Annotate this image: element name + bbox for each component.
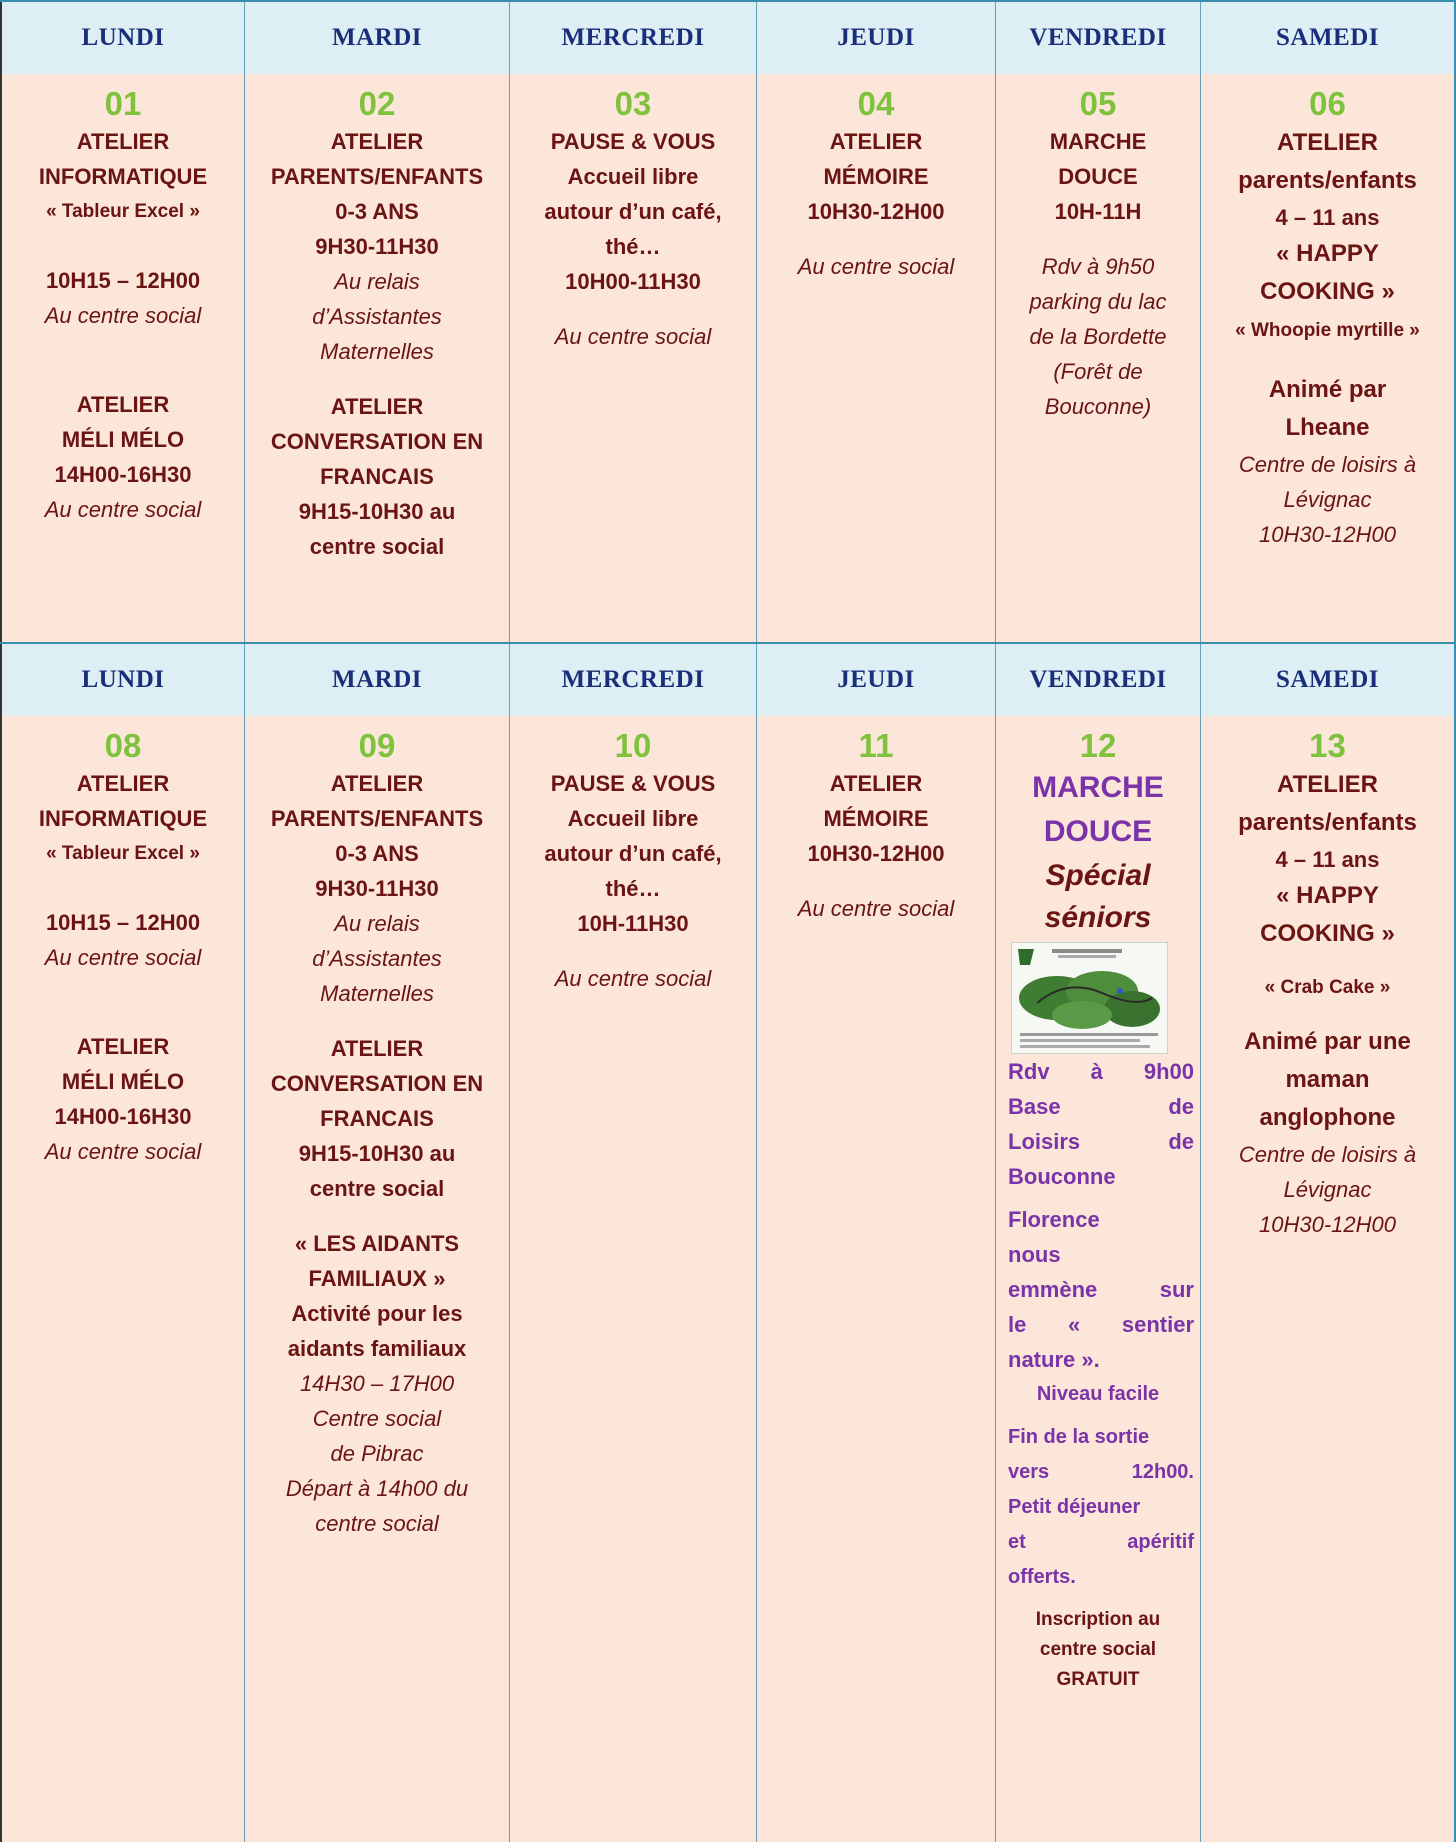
header-mercredi: MERCREDI — [509, 2, 756, 74]
event-location: (Forêt de — [1053, 359, 1143, 384]
weekday-header-row — [0, 642, 1456, 716]
event-title: CONVERSATION EN — [270, 1071, 484, 1096]
event-title: PARENTS/ENFANTS — [270, 806, 484, 831]
event-location: Départ à 14h00 du — [285, 1476, 469, 1501]
day-cell — [1200, 74, 1456, 642]
event-location: Au centre social — [44, 945, 202, 970]
event-time: 10H-11H30 — [577, 911, 689, 936]
event-subtitle: 0-3 ANS — [335, 199, 419, 224]
day-number: 10 — [614, 727, 652, 764]
event-subtitle: « Crab Cake » — [1264, 977, 1391, 998]
event-description: vers 12h00. — [1008, 1461, 1194, 1483]
event-level: Niveau facile — [1036, 1383, 1160, 1405]
event-host: anglophone — [1259, 1104, 1396, 1131]
meeting-point: Loisirs de — [1008, 1129, 1194, 1154]
day-number: 08 — [104, 727, 142, 764]
event-location: Centre de loisirs à — [1238, 452, 1417, 477]
header-jeudi: JEUDI — [756, 644, 995, 716]
event-time: 14H30 – 17H00 — [299, 1371, 455, 1396]
event-location: Au centre social — [554, 966, 712, 991]
event-title: « HAPPY — [1276, 882, 1379, 909]
registration-note: Inscription au — [1035, 1609, 1161, 1630]
event-location: Centre de loisirs à — [1238, 1142, 1417, 1167]
header-samedi: SAMEDI — [1200, 2, 1456, 74]
event-title: MARCHE — [1049, 129, 1147, 154]
event-location: Au centre social — [797, 896, 955, 921]
registration-note: centre social — [1039, 1639, 1157, 1660]
event-subtitle: 0-3 ANS — [335, 841, 419, 866]
day-number: 11 — [858, 727, 894, 764]
event-title: « LES AIDANTS — [294, 1231, 460, 1256]
event-subtitle: « Whoopie myrtille » — [1235, 320, 1420, 341]
day-cell — [509, 716, 756, 1842]
day-cell — [509, 74, 756, 642]
event-description: nous — [1008, 1242, 1061, 1267]
event-location: Centre social — [312, 1406, 442, 1431]
event-subtitle: Activité pour les — [291, 1301, 463, 1326]
week-row — [0, 74, 1456, 642]
header-jeudi: JEUDI — [756, 2, 995, 74]
event-time: 10H30-12H00 — [807, 841, 945, 866]
event-title: PAUSE & VOUS — [550, 129, 716, 154]
event-title: ATELIER — [330, 394, 424, 419]
event-location: Au centre social — [797, 254, 955, 279]
day-cell — [995, 74, 1200, 642]
event-time: 9H15-10H30 au — [298, 499, 456, 524]
event-location: centre social — [315, 1511, 439, 1536]
day-cell — [0, 716, 244, 1842]
header-lundi: LUNDI — [0, 644, 244, 716]
event-time: 14H00-16H30 — [54, 462, 192, 487]
event-title: ATELIER — [330, 771, 424, 796]
event-location: Au centre social — [44, 303, 202, 328]
event-time: 14H00-16H30 — [54, 1104, 192, 1129]
event-time: 10H15 – 12H00 — [45, 910, 201, 935]
trail-map-image — [1011, 942, 1168, 1054]
event-title: ATELIER — [330, 1036, 424, 1061]
day-number: 09 — [358, 727, 396, 764]
day-cell — [995, 716, 1200, 1842]
day-cell — [1200, 716, 1456, 1842]
event-description: et apéritif — [1008, 1531, 1194, 1553]
day-cell — [756, 74, 995, 642]
event-title: Accueil libre — [567, 164, 699, 189]
event-time: 10H00-11H30 — [565, 269, 701, 294]
event-time: 10H15 – 12H00 — [45, 268, 201, 293]
event-time: 9H30-11H30 — [315, 876, 439, 901]
event-location: Rdv à 9h50 — [1041, 254, 1155, 279]
event-title: ATELIER — [76, 392, 170, 417]
event-location: Lévignac — [1283, 1177, 1372, 1202]
event-location: Maternelles — [320, 981, 434, 1006]
event-host: Animé par une — [1244, 1028, 1411, 1055]
event-location: d’Assistantes — [312, 304, 442, 329]
event-title: Accueil libre — [567, 806, 699, 831]
day-cell — [0, 74, 244, 642]
event-title: ATELIER — [1277, 129, 1378, 156]
event-title: parents/enfants — [1238, 809, 1417, 836]
weekday-header-row — [0, 0, 1456, 74]
day-number: 03 — [614, 85, 652, 122]
day-number: 13 — [1309, 727, 1346, 764]
event-location: Maternelles — [320, 339, 434, 364]
price-note: GRATUIT — [1056, 1669, 1140, 1690]
event-title: « HAPPY — [1276, 240, 1379, 267]
header-mercredi: MERCREDI — [509, 644, 756, 716]
event-time: 9H30-11H30 — [315, 234, 439, 259]
event-subtitle: « Tableur Excel » — [46, 201, 200, 222]
day-number: 05 — [1079, 85, 1117, 122]
header-mardi: MARDI — [244, 2, 509, 74]
event-title: autour d’un café, — [544, 199, 722, 224]
event-location: Au centre social — [554, 324, 712, 349]
event-location: de Pibrac — [330, 1441, 424, 1466]
event-location: Au relais — [334, 269, 420, 294]
event-location: Lévignac — [1283, 487, 1372, 512]
event-title: FRANCAIS — [320, 1106, 434, 1131]
event-description: nature ». — [1008, 1347, 1100, 1372]
event-title: autour d’un café, — [544, 841, 722, 866]
event-subtitle: 4 – 11 ans — [1275, 205, 1380, 230]
event-host: Lheane — [1285, 414, 1370, 441]
event-title: DOUCE — [1058, 164, 1138, 189]
day-number: 02 — [358, 85, 396, 122]
event-location: Bouconne) — [1044, 394, 1152, 419]
event-time: 10H-11H — [1054, 199, 1142, 224]
event-title: FRANCAIS — [320, 464, 434, 489]
event-title: MÉMOIRE — [823, 164, 929, 189]
event-location: Au centre social — [44, 1139, 202, 1164]
event-subtitle: Spécial — [1045, 859, 1151, 892]
header-lundi: LUNDI — [0, 2, 244, 74]
event-location: centre social — [309, 1176, 445, 1201]
event-subtitle: 4 – 11 ans — [1275, 847, 1380, 872]
meeting-point: Base de — [1008, 1094, 1194, 1119]
event-title: parents/enfants — [1238, 167, 1417, 194]
event-title: ATELIER — [76, 129, 170, 154]
day-cell — [244, 74, 509, 642]
event-title: ATELIER — [76, 771, 170, 796]
week-row — [0, 716, 1456, 1842]
event-title: FAMILIAUX » — [308, 1266, 446, 1291]
event-title: thé… — [605, 876, 661, 901]
event-time: 10H30-12H00 — [1259, 522, 1396, 547]
header-vendredi: VENDREDI — [995, 2, 1200, 74]
event-title: COOKING » — [1260, 278, 1395, 305]
event-location: Au centre social — [44, 497, 202, 522]
event-title: INFORMATIQUE — [38, 164, 208, 189]
event-title: MÉLI MÉLO — [61, 1069, 185, 1094]
event-title: MÉMOIRE — [823, 806, 929, 831]
event-title: CONVERSATION EN — [270, 429, 484, 454]
event-time: 10H30-12H00 — [807, 199, 945, 224]
event-subtitle: « Tableur Excel » — [46, 843, 200, 864]
event-description: Petit déjeuner — [1008, 1496, 1141, 1518]
day-cell — [756, 716, 995, 1842]
meeting-point: Bouconne — [1008, 1164, 1116, 1189]
event-title: ATELIER — [829, 771, 923, 796]
event-description: emmène sur — [1008, 1277, 1194, 1302]
event-title: thé… — [605, 234, 661, 259]
event-location: Au relais — [334, 911, 420, 936]
event-location: centre social — [309, 534, 445, 559]
event-title: MARCHE — [1032, 771, 1164, 804]
event-title: PAUSE & VOUS — [550, 771, 716, 796]
event-description: Florence — [1008, 1207, 1100, 1232]
meeting-point: Rdv à 9h00 — [1008, 1059, 1194, 1084]
header-samedi: SAMEDI — [1200, 644, 1456, 716]
map-icon — [1012, 943, 1167, 1053]
event-title: ATELIER — [1277, 771, 1378, 798]
event-title: INFORMATIQUE — [38, 806, 208, 831]
event-time: 10H30-12H00 — [1259, 1212, 1396, 1237]
event-title: COOKING » — [1260, 920, 1395, 947]
event-location: parking du lac — [1029, 289, 1167, 314]
event-title: ATELIER — [76, 1034, 170, 1059]
event-title: PARENTS/ENFANTS — [270, 164, 484, 189]
day-number: 01 — [104, 85, 142, 122]
header-vendredi: VENDREDI — [995, 644, 1200, 716]
event-title: ATELIER — [829, 129, 923, 154]
day-number: 04 — [857, 85, 895, 122]
event-location: d’Assistantes — [312, 946, 442, 971]
header-mardi: MARDI — [244, 644, 509, 716]
event-location: de la Bordette — [1029, 324, 1167, 349]
day-number: 12 — [1079, 727, 1117, 764]
event-time: 9H15-10H30 au — [298, 1141, 456, 1166]
day-number: 06 — [1309, 85, 1346, 122]
event-subtitle: aidants familiaux — [287, 1336, 467, 1361]
event-description: le « sentier — [1008, 1312, 1194, 1337]
event-description: offerts. — [1008, 1566, 1076, 1588]
event-host: Animé par — [1268, 376, 1387, 403]
event-title: DOUCE — [1043, 815, 1153, 848]
event-subtitle: séniors — [1044, 901, 1152, 934]
event-title: ATELIER — [330, 129, 424, 154]
day-cell — [244, 716, 509, 1842]
event-description: Fin de la sortie — [1008, 1426, 1150, 1448]
event-title: MÉLI MÉLO — [61, 427, 185, 452]
event-host: maman — [1285, 1066, 1370, 1093]
